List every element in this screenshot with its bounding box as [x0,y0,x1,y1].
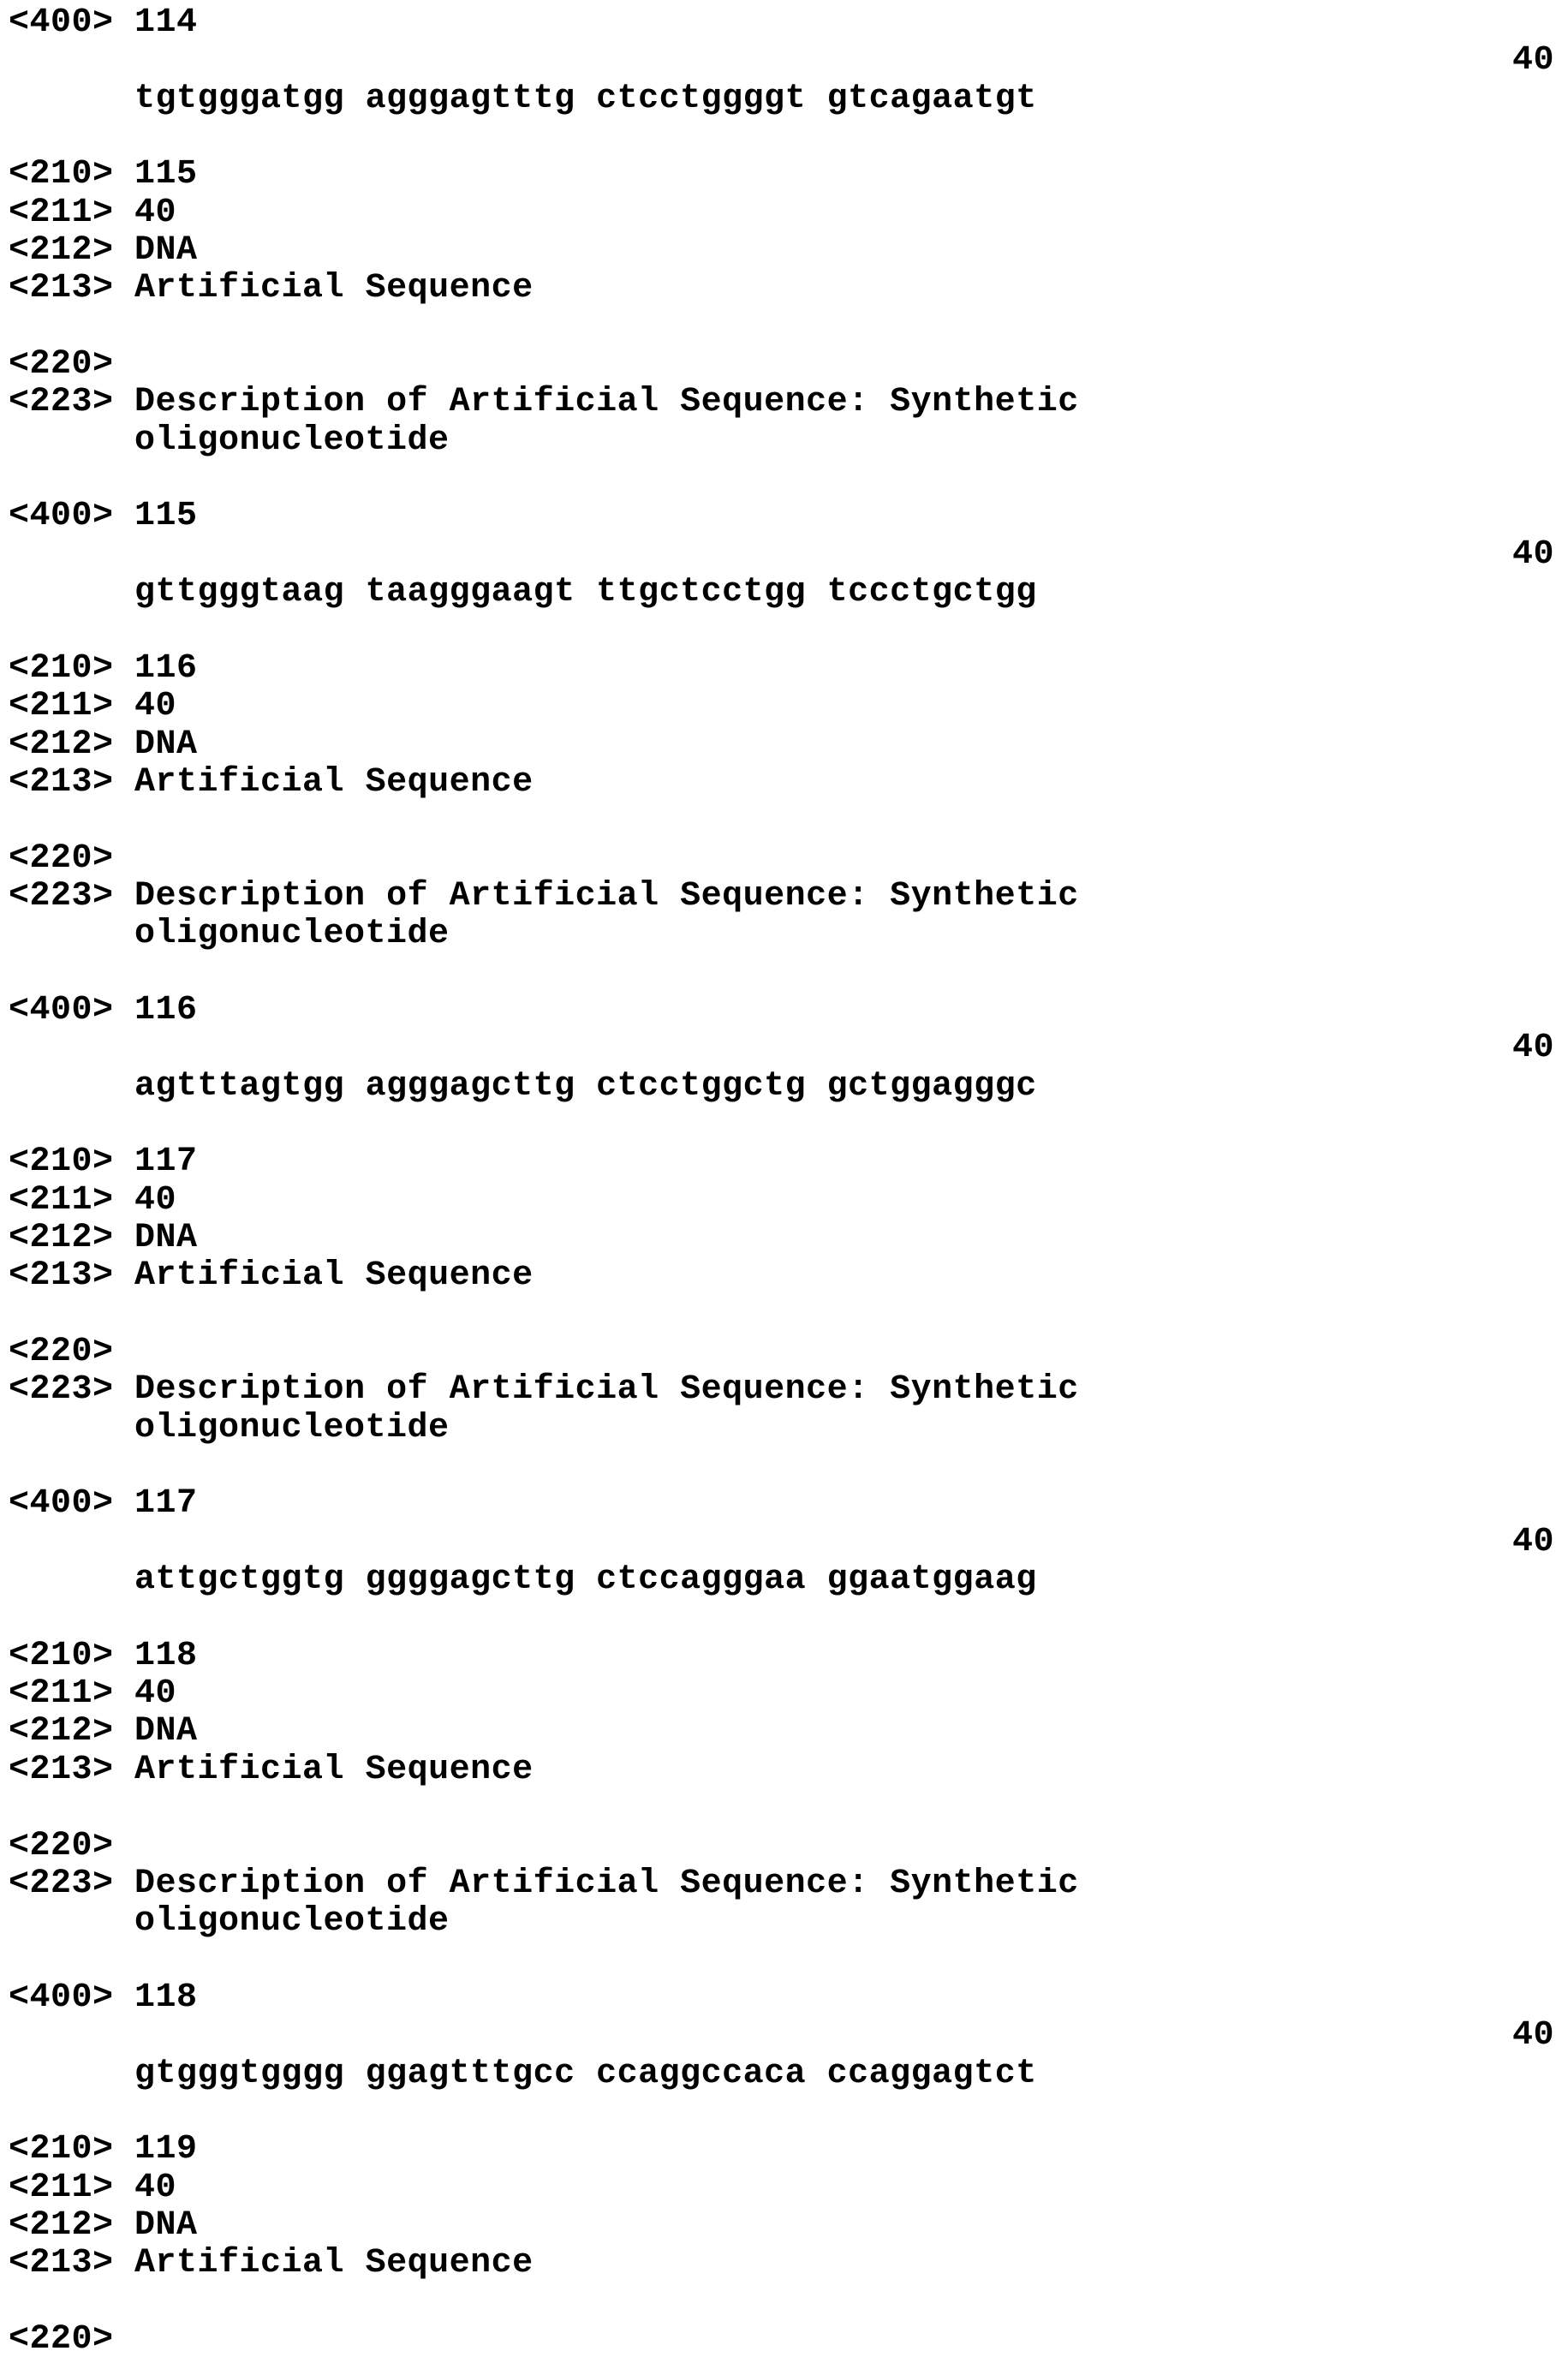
sequence-text: agtttagtgg agggagcttg ctcctggctg gctggagggc [134,1066,1037,1106]
tag-223-continuation-line: oligonucleotide [134,915,450,954]
tag-212-line: <212> DNA [9,725,198,764]
tag-223-line: <223> Description of Artificial Sequence: Synthetic [9,1864,1079,1903]
tag-220-line: <220> [9,2319,114,2357]
tag-223-continuation-line: oligonucleotide [134,1902,450,1942]
tag-211-line: <211> 40 [9,1674,177,1714]
sequence-record-114 [9,3,1554,118]
sequence-record-117 [9,1143,1554,1600]
tag-212-line: <212> DNA [9,231,198,271]
tag-400-line: <400> 115 [9,497,198,536]
sequence-length-number: 40 [1511,534,1554,574]
tag-210-line: <210> 117 [9,1143,198,1182]
sequence-length-number: 40 [1511,1029,1554,1068]
tag-400-line: <400> 114 [9,3,198,42]
tag-223-line: <223> Description of Artificial Sequence: Synthetic [9,1370,1079,1410]
tag-213-line: <213> Artificial Sequence [9,1750,534,1789]
tag-212-line: <212> DNA [9,1712,198,1751]
sequence-record-116 [9,648,1554,1106]
tag-210-line: <210> 116 [9,648,198,688]
tag-223-continuation-line: oligonucleotide [134,1408,450,1447]
tag-210-line: <210> 115 [9,155,198,194]
sequence-length-number: 40 [1511,1522,1554,1561]
tag-220-line: <220> [9,1333,114,1372]
tag-220-line: <220> [9,838,114,878]
sequence-record-119 [9,2131,1554,2357]
tag-213-line: <213> Artificial Sequence [9,269,534,308]
sequence-line [9,41,1554,118]
tag-211-line: <211> 40 [9,1180,177,1220]
tag-212-line: <212> DNA [9,1219,198,1257]
tag-211-line: <211> 40 [9,193,177,232]
tag-213-line: <213> Artificial Sequence [9,2244,534,2283]
tag-220-line: <220> [9,345,114,385]
sequence-line [9,1029,1554,1106]
tag-213-line: <213> Artificial Sequence [9,762,534,802]
tag-210-line: <210> 118 [9,1636,198,1675]
tag-223-line: <223> Description of Artificial Sequence: Synthetic [9,383,1079,422]
sequence-line [9,534,1554,612]
sequence-length-number: 40 [1511,41,1554,81]
tag-400-line: <400> 117 [9,1484,198,1524]
tag-220-line: <220> [9,1826,114,1865]
tag-213-line: <213> Artificial Sequence [9,1256,534,1296]
sequence-record-118 [9,1636,1554,2093]
tag-223-line: <223> Description of Artificial Sequence: Synthetic [9,876,1079,916]
sequence-length-number: 40 [1511,2016,1554,2056]
tag-212-line: <212> DNA [9,2205,198,2245]
sequence-text: attgctggtg ggggagcttg ctccagggaa ggaatggaag [134,1560,1037,1600]
tag-210-line: <210> 119 [9,2130,198,2169]
tag-211-line: <211> 40 [9,687,177,726]
tag-400-line: <400> 116 [9,990,198,1029]
tag-400-line: <400> 118 [9,1978,198,2017]
sequence-text: tgtgggatgg agggagtttg ctcctggggt gtcagaatgt [134,79,1037,118]
sequence-text: gttgggtaag taagggaagt ttgctcctgg tccctgctgg [134,573,1037,612]
tag-223-continuation-line: oligonucleotide [134,421,450,460]
sequence-text: gtgggtgggg ggagtttgcc ccaggccaca ccaggagtct [134,2054,1037,2093]
sequence-line [9,2016,1554,2093]
tag-211-line: <211> 40 [9,2168,177,2207]
sequence-line [9,1522,1554,1600]
sequence-record-115 [9,155,1554,612]
